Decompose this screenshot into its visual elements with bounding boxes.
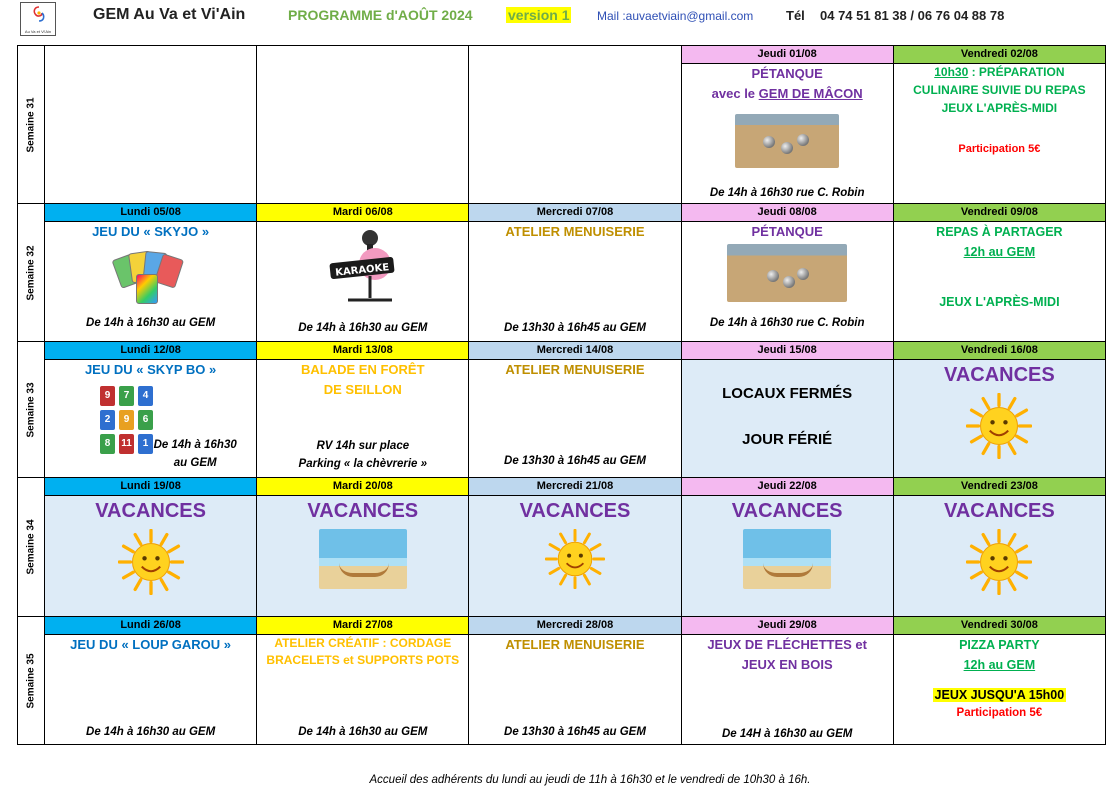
vacances-cell: [469, 496, 681, 617]
day-header-thursday: Jeudi 15/08: [681, 342, 893, 360]
participation-price: Participation 5€: [958, 143, 1041, 155]
activity-schedule: De 14H à 16h30 au GEM: [721, 728, 853, 740]
card: 4: [138, 386, 153, 406]
week35-activity-row: [18, 635, 1106, 745]
day-header-monday: Lundi 26/08: [45, 617, 257, 635]
activity-cell: [45, 222, 257, 342]
activity-title: JEUX DE FLÉCHETTES et: [707, 637, 867, 652]
petanque-photo: [735, 114, 839, 168]
activity-cell: [45, 635, 257, 745]
vacances-label: VACANCES: [731, 500, 843, 522]
week33-day-header-row: [18, 342, 1106, 360]
activity-title: BALADE EN FORÊT: [301, 362, 425, 377]
card: 9: [100, 386, 115, 406]
week31-day-header-row: [18, 46, 1106, 64]
activity-cell: [257, 635, 469, 745]
schedule-line: Parking « la chèvrerie »: [298, 458, 428, 470]
closed-notice: LOCAUX FERMÉS: [722, 385, 853, 402]
karaoke-label: KARAOKE: [334, 262, 390, 279]
org-name: GEM Au Va et Vi'Ain: [93, 6, 246, 23]
activity-schedule: De 14h à 16h30 rue C. Robin: [709, 317, 865, 329]
activity-schedule: De 14h à 16h30 au GEM: [86, 726, 216, 738]
activity-title: ATELIER CRÉATIF : CORDAGE: [274, 636, 452, 650]
logo-text: Au Va et Vi'Ain: [24, 29, 52, 34]
activity-schedule: [257, 437, 468, 473]
petanque-photo: [727, 244, 847, 302]
week-label: Semaine 34: [25, 519, 37, 575]
vacances-cell: [893, 360, 1105, 478]
day-header-tuesday: Mardi 20/08: [257, 478, 469, 496]
activity-title: ATELIER MENUISERIE: [505, 224, 645, 239]
august-schedule-table: [17, 45, 1106, 745]
sun-icon: [118, 529, 184, 595]
day-header-wednesday: Mercredi 28/08: [469, 617, 681, 635]
sun-icon: [966, 393, 1032, 459]
day-header-friday: Vendredi 09/08: [893, 204, 1105, 222]
empty-cell: [257, 46, 469, 204]
activity-schedule: De 13h30 à 16h45 au GEM: [504, 455, 646, 467]
schedule-line: De 14h à 16h30: [153, 439, 237, 451]
activity-title: JEU DU « SKYJO »: [92, 224, 210, 239]
games-until-highlight: JEUX JUSQU'A 15h00: [934, 688, 1065, 702]
week-label: Semaine 33: [25, 381, 37, 438]
activity-cell: [681, 222, 893, 342]
day-header-tuesday: Mardi 06/08: [257, 204, 469, 222]
page-header: [0, 0, 1120, 40]
karaoke-microphone-icon: [328, 228, 398, 312]
schedule-line: au GEM: [173, 457, 217, 469]
skyjo-cards-image: [112, 248, 190, 310]
activity-time: 12h au GEM: [963, 658, 1036, 672]
card: 11: [119, 434, 134, 454]
activity-cell: [45, 360, 257, 478]
week34-activity-row: [18, 496, 1106, 617]
activity-schedule: De 14h à 16h30 au GEM: [86, 317, 216, 329]
week34-day-header-row: [18, 478, 1106, 496]
empty-cell: [45, 46, 257, 204]
day-header-friday: Vendredi 30/08: [893, 617, 1105, 635]
activity-title: PÉTANQUE: [751, 66, 823, 81]
activity-cell: [893, 635, 1105, 745]
day-header-wednesday: Mercredi 07/08: [469, 204, 681, 222]
activity-cell: [469, 222, 681, 342]
activity-title: JEU DU « SKYP BO »: [84, 362, 217, 377]
activity-text: JEUX L'APRÈS-MIDI: [941, 101, 1058, 115]
activity-title: : PRÉPARATION: [968, 65, 1065, 79]
footer-opening-hours: Accueil des adhérents du lundi au jeudi de 11h à 16h30 et le vendredi de 10h30 à 16h.: [369, 774, 811, 786]
activity-cell: [469, 360, 681, 478]
activity-title: DE SEILLON: [323, 382, 402, 397]
sun-icon: [545, 529, 605, 589]
logo-swirl-icon: [32, 6, 46, 22]
activity-schedule: De 14h à 16h30 au GEM: [298, 322, 428, 334]
activity-schedule: De 14h à 16h30 rue C. Robin: [709, 187, 865, 199]
mail-link[interactable]: Mail :auvaetviain@gmail.com: [597, 9, 754, 23]
activity-title: JEU DU « LOUP GAROU »: [70, 637, 232, 652]
week-label: Semaine 31: [25, 96, 37, 153]
activity-cell: [681, 64, 893, 204]
week35-day-header-row: [18, 617, 1106, 635]
card: 8: [100, 434, 115, 454]
week-label-cell: [18, 478, 45, 617]
day-header-monday: Lundi 12/08: [45, 342, 257, 360]
activity-text: avec le: [711, 86, 759, 101]
week-label-cell: [18, 204, 45, 342]
beach-hammock-photo: [743, 529, 831, 589]
activity-title: ATELIER MENUISERIE: [505, 637, 645, 652]
activity-cell: [257, 360, 469, 478]
card: 9: [119, 410, 134, 430]
sun-icon: [966, 529, 1032, 595]
vacances-label: VACANCES: [519, 500, 631, 522]
activity-title: ATELIER MENUISERIE: [505, 362, 645, 377]
week-label-cell: [18, 46, 45, 204]
activity-title: BRACELETS et SUPPORTS POTS: [266, 653, 460, 667]
activity-partner: GEM DE MÂCON: [758, 86, 863, 101]
day-header-tuesday: Mardi 13/08: [257, 342, 469, 360]
activity-cell: [469, 635, 681, 745]
vacances-label: VACANCES: [943, 364, 1055, 386]
gem-logo: [20, 2, 56, 36]
activity-cell: [681, 635, 893, 745]
programme-title: PROGRAMME d'AOÛT 2024: [288, 7, 473, 23]
day-header-thursday: Jeudi 08/08: [681, 204, 893, 222]
activity-schedule: De 13h30 à 16h45 au GEM: [504, 726, 646, 738]
day-header-wednesday: Mercredi 21/08: [469, 478, 681, 496]
phone-numbers: 04 74 51 81 38 / 06 76 04 88 78: [820, 8, 1005, 23]
activity-title: PIZZA PARTY: [959, 638, 1040, 652]
week-label: Semaine 32: [25, 244, 37, 301]
card: 1: [138, 434, 153, 454]
day-header-friday: Vendredi 23/08: [893, 478, 1105, 496]
day-header-thursday: Jeudi 01/08: [681, 46, 893, 64]
activity-time: 10h30: [934, 65, 969, 79]
activity-title: REPAS À PARTAGER: [936, 225, 1063, 239]
day-header-wednesday: Mercredi 14/08: [469, 342, 681, 360]
day-header-thursday: Jeudi 29/08: [681, 617, 893, 635]
activity-text: JEUX L'APRÈS-MIDI: [939, 295, 1060, 309]
week-label-cell: [18, 342, 45, 478]
vacances-cell: [681, 496, 893, 617]
tel-label: Tél: [786, 8, 805, 23]
activity-title: JEUX EN BOIS: [741, 657, 833, 672]
activity-cell: [893, 222, 1105, 342]
day-header-monday: Lundi 19/08: [45, 478, 257, 496]
vacances-label: VACANCES: [307, 500, 419, 522]
vacances-label: VACANCES: [95, 500, 206, 522]
vacances-cell: [257, 496, 469, 617]
week33-activity-row: [18, 360, 1106, 478]
week32-activity-row: [18, 222, 1106, 342]
vacances-cell: [45, 496, 257, 617]
card: 2: [100, 410, 115, 430]
day-header-friday: Vendredi 02/08: [893, 46, 1105, 64]
activity-time: 12h au GEM: [963, 245, 1036, 259]
schedule-line: RV 14h sur place: [316, 440, 410, 452]
activity-schedule: De 14h à 16h30 au GEM: [298, 726, 428, 738]
activity-cell: [893, 64, 1105, 204]
empty-cell: [469, 46, 681, 204]
vacances-cell: [893, 496, 1105, 617]
activity-text: CULINAIRE SUIVIE DU REPAS: [913, 83, 1086, 97]
activity-cell: [257, 222, 469, 342]
day-header-monday: Lundi 05/08: [45, 204, 257, 222]
week-label: Semaine 35: [25, 652, 37, 709]
card: 6: [138, 410, 153, 430]
closed-cell: [681, 360, 893, 478]
activity-title: PÉTANQUE: [751, 224, 823, 239]
holiday-notice: JOUR FÉRIÉ: [742, 431, 833, 448]
week-label-cell: [18, 617, 45, 745]
activity-schedule: De 13h30 à 16h45 au GEM: [504, 322, 646, 334]
beach-hammock-photo: [319, 529, 407, 589]
participation-price: Participation 5€: [956, 707, 1043, 719]
version-badge: version 1: [508, 7, 570, 23]
vacances-label: VACANCES: [943, 500, 1055, 522]
week32-day-header-row: [18, 204, 1106, 222]
day-header-tuesday: Mardi 27/08: [257, 617, 469, 635]
activity-schedule: [140, 436, 250, 472]
card: 7: [119, 386, 134, 406]
day-header-thursday: Jeudi 22/08: [681, 478, 893, 496]
day-header-friday: Vendredi 16/08: [893, 342, 1105, 360]
